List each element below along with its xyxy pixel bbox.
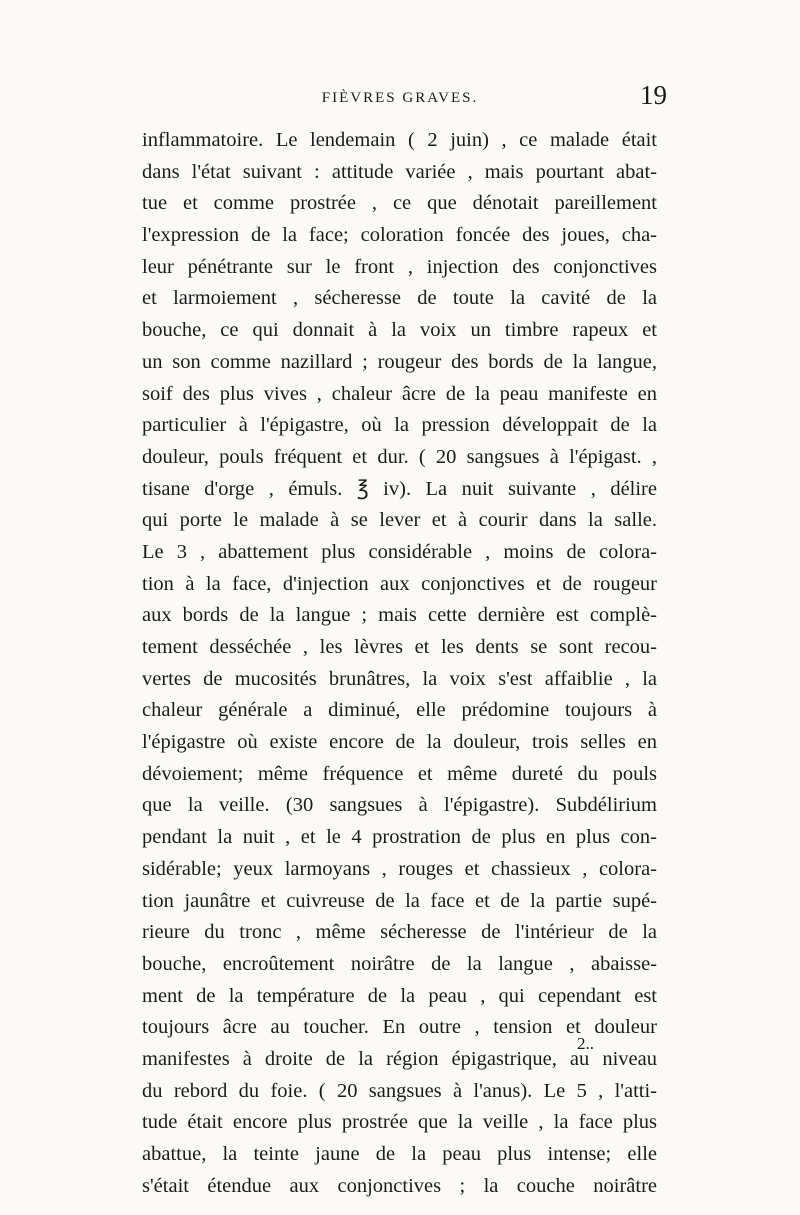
- text-line: tue et comme prostrée , ce que dénotait pareillement: [142, 192, 657, 215]
- text-line: l'épigastre où existe encore de la douleur, trois selles en: [142, 731, 657, 754]
- text-line: particulier à l'épigastre, où la pression développait de la: [142, 414, 657, 437]
- text-line: dévoiement; même fréquence et même dureté du pouls: [142, 762, 657, 785]
- text-line: inflammatoire. Le lendemain ( 2 juin) , ce malade était: [142, 129, 657, 151]
- text-line: du rebord du foie. ( 20 sangsues à l'anus). Le 5 , l'atti-: [142, 1079, 657, 1102]
- text-line: et larmoiement , sécheresse de toute la cavité de la: [142, 287, 657, 310]
- text-line: tude était encore plus prostrée que la veille , la face plus: [142, 1111, 657, 1134]
- text-line: qui porte le malade à se lever et à courir dans la salle.: [142, 509, 657, 532]
- text-line: chaleur générale a diminué, elle prédomine toujours à: [142, 699, 657, 722]
- text-line: vertes de mucosités brunâtres, la voix s'est affaiblie , la: [142, 667, 657, 690]
- signature-mark: 2..: [577, 1034, 594, 1053]
- text-line: bouche, encroûtement noirâtre de la langue , abaisse-: [142, 952, 657, 975]
- text-line: que la veille. (30 sangsues à l'épigastre). Subdélirium: [142, 794, 657, 817]
- text-line: toujours âcre au toucher. En outre , tension et douleur: [142, 1016, 657, 1039]
- text-line: dans l'état suivant : attitude variée , mais pourtant abat-: [142, 160, 657, 183]
- text-line: Le 3 , abattement plus considérable , moins de colora-: [142, 540, 657, 563]
- text-line: douleur, pouls fréquent et dur. ( 20 sangsues à l'épigast. ,: [142, 445, 657, 468]
- text-line: manifestes à droite de la région épigastrique, au niveau: [142, 1047, 657, 1070]
- text-line: abattue, la teinte jaune de la peau plus intense; elle: [142, 1143, 657, 1165]
- text-line: rieure du tronc , même sécheresse de l'intérieur de la: [142, 921, 657, 944]
- text-line: tion à la face, d'injection aux conjonctives et de rougeur: [142, 572, 657, 595]
- running-title: FIÈVRES GRAVES.: [321, 90, 479, 106]
- text-line: tement desséchée , les lèvres et les dents se sont recou-: [142, 636, 657, 658]
- text-line: un son comme nazillard ; rougeur des bords de la langue,: [142, 350, 657, 373]
- page-number: 19: [640, 80, 667, 110]
- text-line: l'expression de la face; coloration foncée des joues, cha-: [142, 224, 657, 247]
- text-line: leur pénétrante sur le front , injection des conjonctives: [142, 255, 657, 278]
- text-line: tisane d'orge , émuls. ℥ iv). La nuit suivante , délire: [142, 477, 657, 500]
- text-line: s'était étendue aux conjonctives ; la couche noirâtre: [142, 1174, 657, 1197]
- text-line: pendant la nuit , et le 4 prostration de plus en plus con-: [142, 826, 657, 849]
- text-line: ment de la température de la peau , qui cependant est: [142, 984, 657, 1007]
- text-line: aux bords de la langue ; mais cette dernière est complè-: [142, 604, 657, 627]
- text-line: tion jaunâtre et cuivreuse de la face et de la partie supé-: [142, 889, 657, 912]
- text-line: bouche, ce qui donnait à la voix un timbre rapeux et: [142, 319, 657, 342]
- text-line: sidérable; yeux larmoyans , rouges et chassieux , colora-: [142, 857, 657, 880]
- text-line: soif des plus vives , chaleur âcre de la peau manifeste en: [142, 382, 657, 405]
